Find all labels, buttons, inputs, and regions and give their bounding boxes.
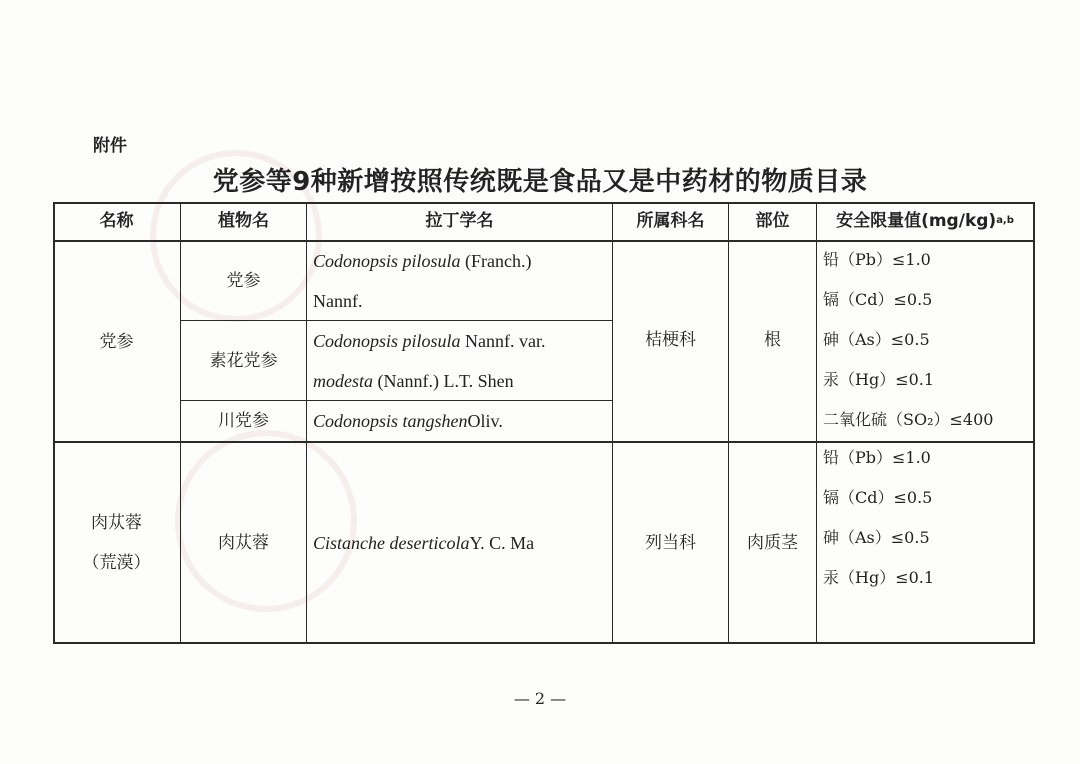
latin-name	[307, 401, 612, 441]
latin-name	[307, 321, 612, 400]
safety-limits	[823, 438, 934, 598]
plant-part: 根	[764, 330, 781, 350]
limit-as: 砷（As）≤0.5	[823, 330, 930, 349]
safety-limits	[823, 240, 993, 440]
latin-genus-species: Cistanche deserticola	[313, 532, 470, 553]
plant-name: 川党参	[218, 411, 269, 431]
header-limit-superscript: a,b	[996, 215, 1014, 226]
latin-author: Nannf. var.	[460, 330, 546, 351]
document-title: 党参等9种新增按照传统既是食品又是中药材的物质目录	[212, 167, 868, 197]
latin-name	[307, 242, 612, 320]
plant-name: 素花党参	[209, 350, 278, 371]
limit-cd: 镉（Cd）≤0.5	[823, 488, 933, 507]
group-name-roucongrong	[53, 443, 180, 642]
group-name-line2: （荒漠）	[82, 552, 151, 573]
limit-pb: 铅（Pb）≤1.0	[823, 448, 931, 467]
header-part: 部位	[755, 211, 790, 231]
attachment-label: 附件	[93, 136, 127, 156]
header-limit	[817, 202, 1033, 240]
latin-genus-species: Codonopsis pilosula	[313, 330, 461, 351]
latin-genus-species: Codonopsis tangshen	[313, 411, 468, 431]
header-latin: 拉丁学名	[425, 211, 494, 231]
latin-author: Oliv.	[467, 411, 503, 431]
substance-table	[53, 202, 1035, 644]
family-name: 桔梗科	[645, 330, 696, 350]
limit-as: 砷（As）≤0.5	[823, 528, 930, 547]
page-number: — 2 —	[513, 689, 567, 708]
limit-cd: 镉（Cd）≤0.5	[823, 290, 933, 309]
header-name: 名称	[99, 211, 134, 231]
group-name-line1: 肉苁蓉	[91, 512, 142, 533]
plant-part: 肉质茎	[747, 532, 798, 553]
limit-hg: 汞（Hg）≤0.1	[823, 568, 935, 587]
header-plant: 植物名	[218, 211, 269, 231]
latin-author-line2: (Nannf.) L.T. Shen	[373, 370, 514, 391]
header-limit-label: 安全限量值(mg/kg)	[836, 211, 997, 231]
plant-name: 肉苁蓉	[218, 532, 269, 553]
latin-variety: modesta	[313, 370, 373, 391]
header-family: 所属科名	[636, 211, 705, 231]
latin-genus-species: Codonopsis pilosula	[313, 251, 461, 271]
latin-author: Y. C. Ma	[469, 532, 535, 553]
group-name-dangshen: 党参	[99, 331, 134, 352]
plant-name: 党参	[226, 271, 261, 291]
limit-so2: 二氧化硫（SO₂）≤400	[823, 410, 994, 429]
latin-author: (Franch.)	[460, 251, 532, 271]
family-name: 列当科	[645, 532, 696, 553]
limit-pb: 铅（Pb）≤1.0	[823, 250, 931, 269]
limit-hg: 汞（Hg）≤0.1	[823, 370, 935, 389]
latin-author-line2: Nannf.	[313, 291, 363, 311]
latin-name	[307, 443, 612, 642]
